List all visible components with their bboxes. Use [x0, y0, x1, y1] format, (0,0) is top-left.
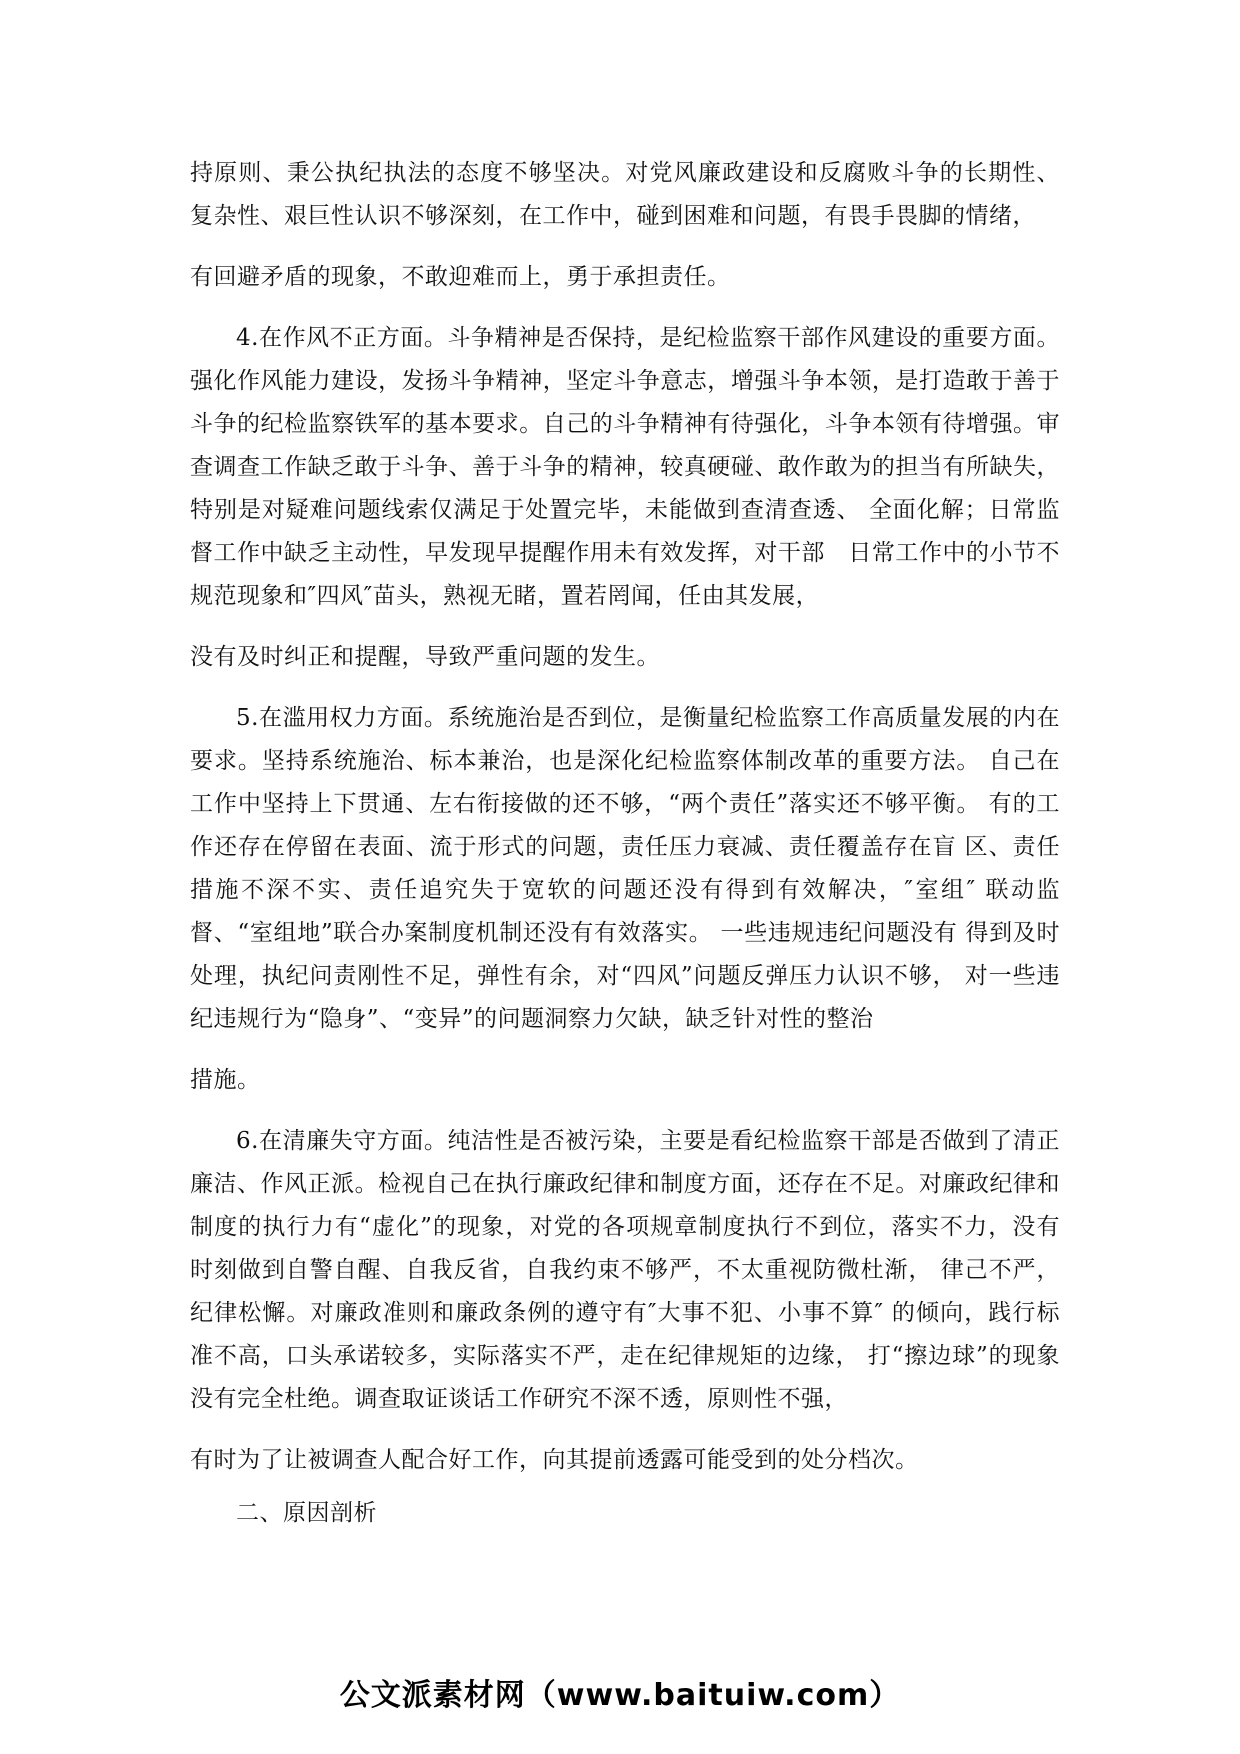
paragraph-item-4-end: 没有及时纠正和提醒，导致严重问题的发生。: [190, 644, 660, 670]
paragraph-continuation-end: 有回避矛盾的现象，不敢迎难而上，勇于承担责任。: [190, 264, 731, 290]
paragraph-item-4: 4.在作风不正方面。斗争精神是否保持，是纪检监察干部作风建设的重要方面。强化作风能力建设，发扬斗争精神，坚定斗争意志，增强斗争本领，是打造敢于善于斗争的纪检监察铁军的基本要求。自己的斗争精神有待强化，斗争本领有待增强。审查调查工作缺乏敢于斗争、善于斗争的精神，较真硬碰、敢作敢为的担当有所缺失，特别是对疑难问题线索仅满足于处置完毕，未能做到查清查透、 全面化解；日常监督工作中缺乏主动性，早发现早提醒作用未有效发挥，对干部 日常工作中的小节不规范现象和″四风″苗头，熟视无睹，置若罔闻，任由其发展，: [190, 325, 1060, 609]
paragraph-item-5-end: 措施。: [190, 1067, 261, 1093]
paragraph-item-6-end: 有时为了让被调查人配合好工作，向其提前透露可能受到的处分档次。: [190, 1447, 919, 1473]
document-body: [190, 152, 1060, 1535]
page-footer: 公文派素材网（www.baituiw.com）: [339, 1678, 901, 1713]
paragraph-item-5: 5.在滥用权力方面。系统施治是否到位，是衡量纪检监察工作高质量发展的内在要求。坚持系统施治、标本兼治，也是深化纪检监察体制改革的重要方法。 自己在工作中坚持上下贯通、左右衔接做的还不够，“两个责任”落实还不够平衡。 有的工作还存在停留在表面、流于形式的问题，责任压力衰减、责任覆盖存在盲 区、责任措施不深不实、责任追究失于宽软的问题还没有得到有效解决，″室组″ 联动监督、“室组地”联合办案制度机制还没有有效落实。 一些违规违纪问题没有 得到及时处理，执纪问责刚性不足，弹性有余，对“四风”问题反弹压力认识不够， 对一些违纪违规行为“隐身”、“变异”的问题洞察力欠缺，缺乏针对性的整治: [190, 705, 1060, 1032]
paragraph-item-6: 6.在清廉失守方面。纯洁性是否被污染，主要是看纪检监察干部是否做到了清正廉洁、作风正派。检视自己在执行廉政纪律和制度方面，还存在不足。对廉政纪律和制度的执行力有“虚化”的现象，对党的各项规章制度执行不到位，落实不力，没有时刻做到自警自醒、自我反省，自我约束不够严，不太重视防微杜渐， 律己不严，纪律松懈。对廉政准则和廉政条例的遵守有″大事不犯、小事不算″ 的倾向，践行标准不高，口头承诺较多，实际落实不严，走在纪律规矩的边缘， 打“擦边球”的现象没有完全杜绝。调查取证谈话工作研究不深不透，原则性不强，: [190, 1128, 1060, 1412]
section-heading: 二、原因剖析: [236, 1500, 377, 1526]
paragraph-continuation: 持原则、秉公执纪执法的态度不够坚决。对党风廉政建设和反腐败斗争的长期性、 复杂性、艰巨性认识不够深刻，在工作中，碰到困难和问题，有畏手畏脚的情绪，: [190, 160, 1060, 229]
